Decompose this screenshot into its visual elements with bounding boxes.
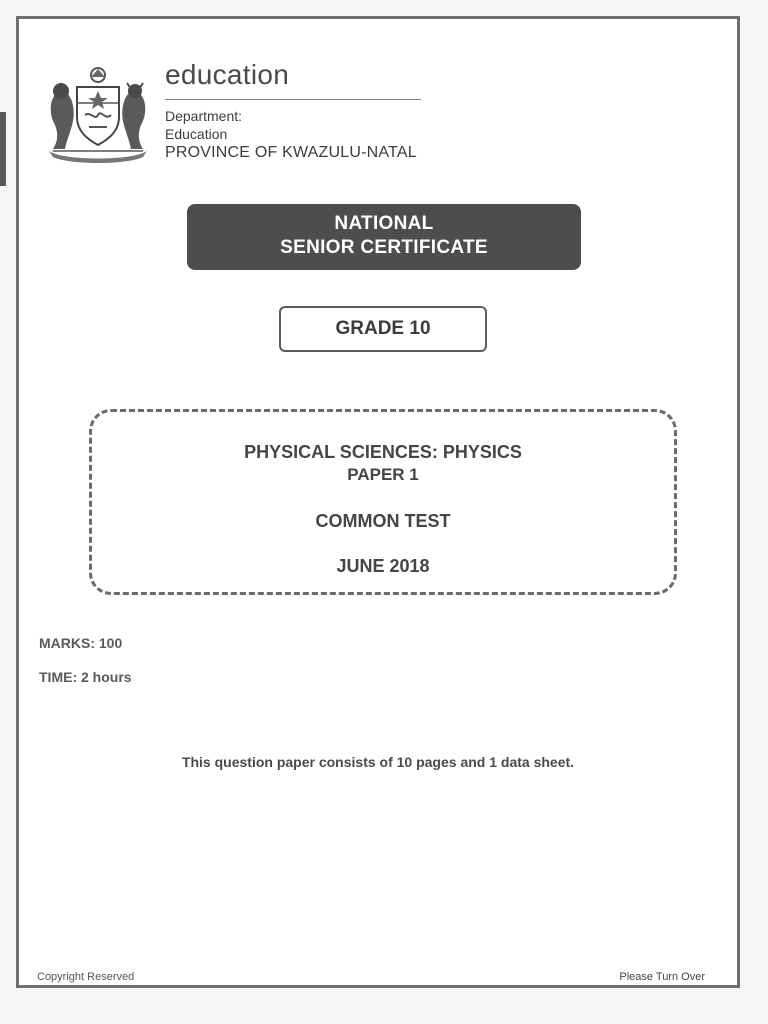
certificate-line-2: SENIOR CERTIFICATE (280, 237, 488, 258)
marks-total: MARKS: 100 (39, 635, 123, 651)
province-name: PROVINCE OF KWAZULU-NATAL (165, 144, 417, 161)
subject-box (89, 409, 677, 595)
scan-edge-mark (0, 112, 6, 186)
paper-number: PAPER 1 (347, 465, 419, 484)
wordmark-underline (165, 99, 421, 100)
education-wordmark: education (165, 59, 290, 90)
coat-of-arms-icon (43, 65, 153, 163)
time-allowed: TIME: 2 hours (39, 669, 132, 685)
department-label: Department: (165, 108, 243, 124)
copyright-footer: Copyright Reserved (37, 971, 135, 983)
exam-date: JUNE 2018 (336, 556, 430, 576)
certificate-line-1: NATIONAL (334, 213, 434, 234)
subject-title: PHYSICAL SCIENCES: PHYSICS (244, 442, 522, 462)
grade-label: GRADE 10 (279, 306, 487, 352)
turn-over-footer: Please Turn Over (619, 971, 705, 983)
department-name: Education (165, 126, 228, 142)
exam-cover-page (16, 16, 740, 988)
certificate-banner (187, 204, 581, 270)
test-type: COMMON TEST (315, 511, 451, 531)
page-count-notice: This question paper consists of 10 pages and 1 data sheet. (181, 754, 575, 770)
